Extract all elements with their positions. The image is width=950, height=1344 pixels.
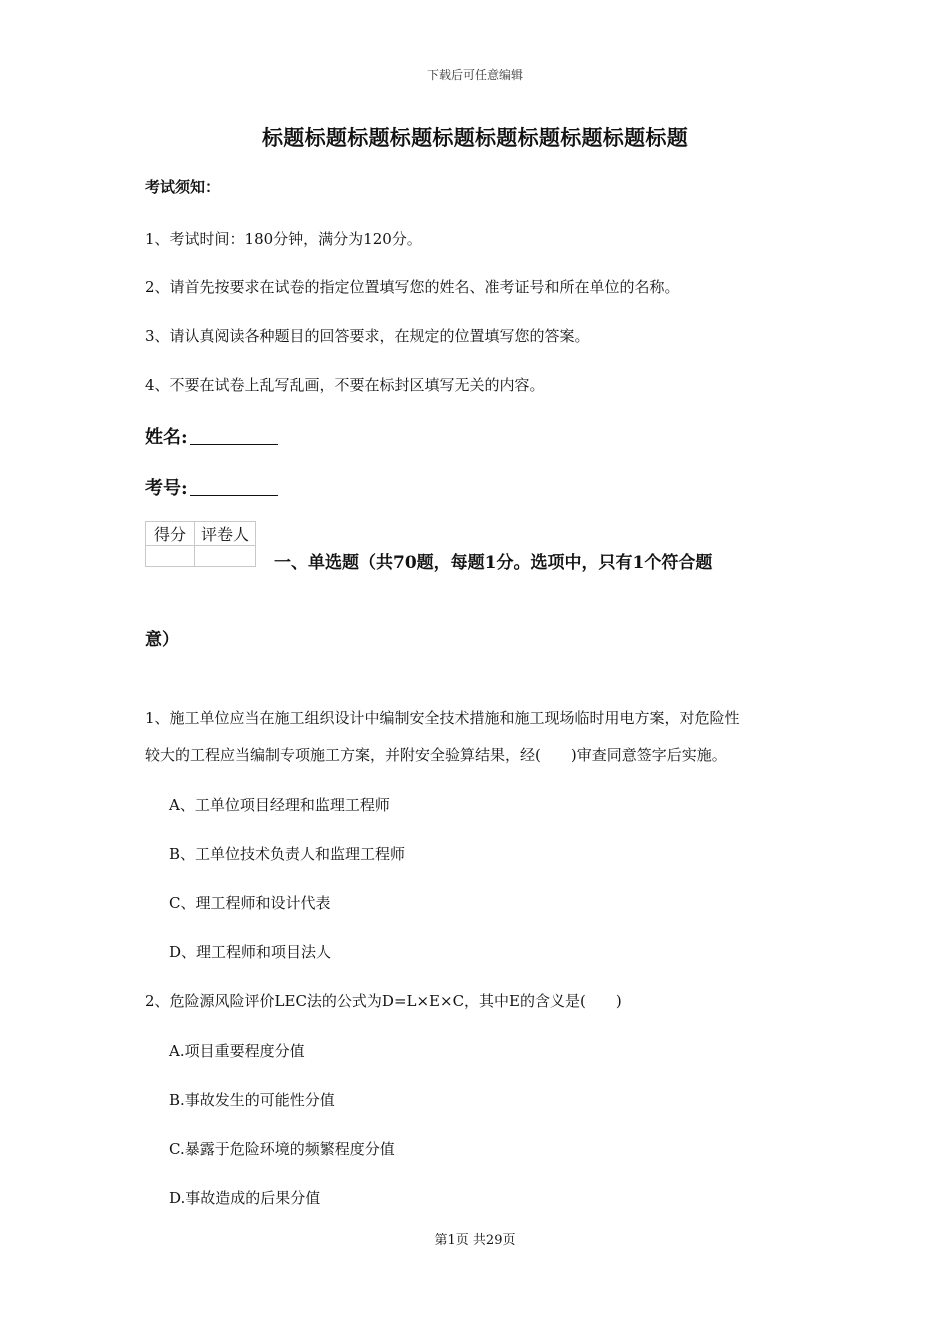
- notice-heading: 考试须知：: [145, 178, 221, 196]
- score-table: [145, 521, 256, 567]
- question-1-text: 1、施工单位应当在施工组织设计中编制安全技术措施和施工现场临时用电方案，对危险性: [145, 709, 740, 727]
- name-field: [145, 423, 278, 449]
- notice-rule: 2、请首先按要求在试卷的指定位置填写您的姓名、准考证号和所在单位的名称。: [145, 278, 680, 296]
- document-title: 标题标题标题标题标题标题标题标题标题标题: [262, 125, 688, 150]
- question-1-option-b: B、工单位技术负责人和监理工程师: [169, 845, 406, 863]
- question-1-text: 较大的工程应当编制专项施工方案，并附安全验算结果，经( )审查同意签字后实施。: [145, 746, 727, 764]
- name-label: 姓名:: [145, 427, 188, 448]
- question-1-option-a: A、工单位项目经理和监理工程师: [169, 796, 390, 814]
- notice-rule: 4、不要在试卷上乱写乱画，不要在标封区填写无关的内容。: [145, 376, 545, 394]
- notice-rule: 1、考试时间：180分钟，满分为120分。: [145, 230, 422, 248]
- name-blank-line: [190, 426, 278, 445]
- question-2-option-d: D.事故造成的后果分值: [169, 1189, 321, 1207]
- section-title: 一、单选题（共70题，每题1分。选项中，只有1个符合题: [274, 553, 713, 573]
- grader-header: 评卷人: [195, 522, 256, 546]
- exam-id-field: [145, 474, 278, 500]
- score-table-header-row: [146, 522, 256, 546]
- exam-id-blank-line: [190, 477, 278, 496]
- question-1-option-c: C、理工程师和设计代表: [169, 894, 331, 912]
- score-cell: [146, 546, 195, 567]
- question-2-option-a: A.项目重要程度分值: [169, 1042, 305, 1060]
- header-note: 下载后可任意编辑: [426, 68, 523, 82]
- exam-id-label: 考号:: [145, 478, 188, 499]
- question-2-option-c: C.暴露于危险环境的频繁程度分值: [169, 1140, 395, 1158]
- question-1-option-d: D、理工程师和项目法人: [169, 943, 332, 961]
- question-2-option-b: B.事故发生的可能性分值: [169, 1091, 335, 1109]
- score-table-empty-row: [146, 546, 256, 567]
- grader-cell: [195, 546, 256, 567]
- score-header: 得分: [146, 522, 195, 546]
- page-footer: 第1页 共29页: [434, 1233, 516, 1248]
- section-title-continued: 意）: [145, 630, 179, 650]
- question-2-text: 2、危险源风险评价LEC法的公式为D=L×E×C，其中E的含义是( ): [145, 992, 622, 1010]
- notice-rule: 3、请认真阅读各种题目的回答要求，在规定的位置填写您的答案。: [145, 327, 590, 345]
